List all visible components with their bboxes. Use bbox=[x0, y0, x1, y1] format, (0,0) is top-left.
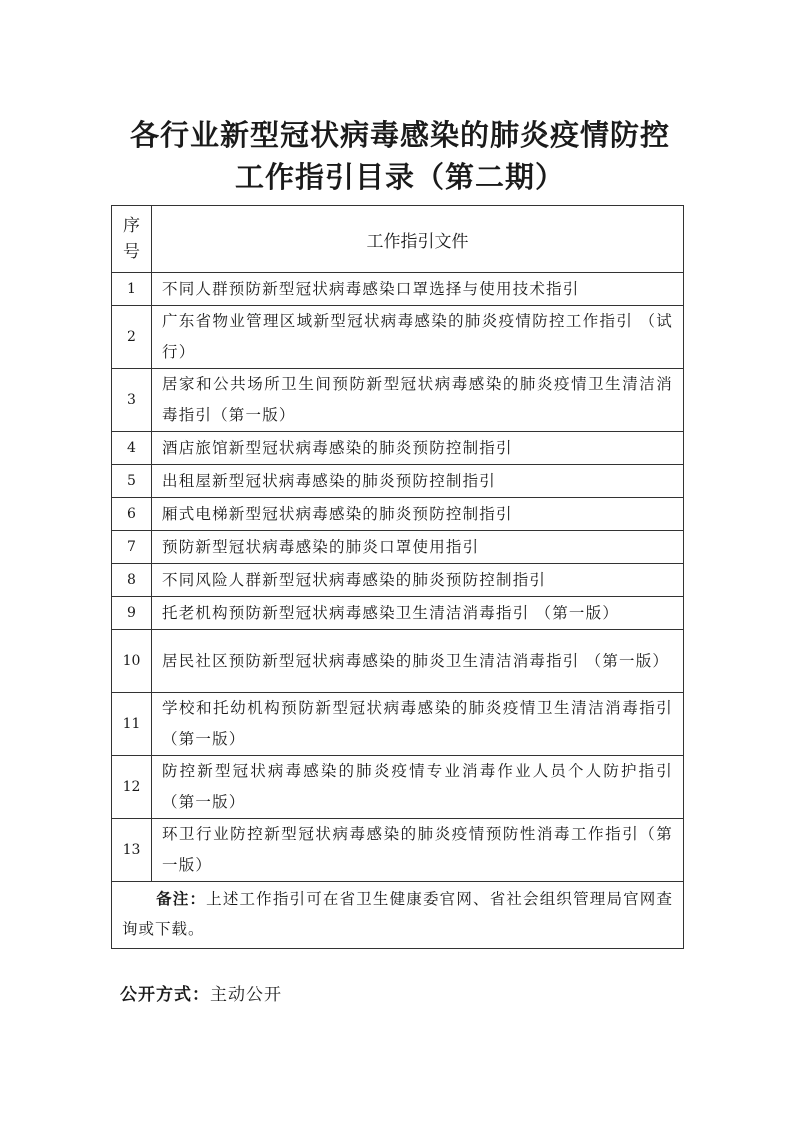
table-row bbox=[112, 531, 684, 564]
row-number: 1 bbox=[112, 273, 152, 306]
header-document: 工作指引文件 bbox=[152, 206, 684, 273]
table-row bbox=[112, 369, 684, 432]
row-number: 3 bbox=[112, 369, 152, 432]
table-row bbox=[112, 273, 684, 306]
row-document: 不同风险人群新型冠状病毒感染的肺炎预防控制指引 bbox=[152, 564, 684, 597]
disclosure-value: 主动公开 bbox=[210, 985, 282, 1005]
row-number: 7 bbox=[112, 531, 152, 564]
table-note bbox=[112, 882, 684, 949]
row-document: 出租屋新型冠状病毒感染的肺炎预防控制指引 bbox=[152, 465, 684, 498]
header-number-line2: 号 bbox=[123, 242, 140, 262]
table-row bbox=[112, 564, 684, 597]
table-note-row bbox=[112, 882, 684, 949]
document-title-line1: 各行业新型冠状病毒感染的肺炎疫情防控 bbox=[129, 118, 670, 152]
disclosure-label: 公开方式： bbox=[120, 985, 210, 1005]
table-row bbox=[112, 465, 684, 498]
header-number bbox=[112, 206, 152, 273]
table-row bbox=[112, 432, 684, 465]
row-number: 8 bbox=[112, 564, 152, 597]
row-document: 酒店旅馆新型冠状病毒感染的肺炎预防控制指引 bbox=[152, 432, 684, 465]
table-row bbox=[112, 756, 684, 819]
row-number: 4 bbox=[112, 432, 152, 465]
row-document: 防控新型冠状病毒感染的肺炎疫情专业消毒作业人员个人防护指引（第一版） bbox=[152, 756, 684, 819]
row-document: 不同人群预防新型冠状病毒感染口罩选择与使用技术指引 bbox=[152, 273, 684, 306]
table-row bbox=[112, 630, 684, 693]
document-title-line2: 工作指引目录（第二期） bbox=[234, 160, 565, 194]
row-document: 环卫行业防控新型冠状病毒感染的肺炎疫情预防性消毒工作指引（第一版） bbox=[152, 819, 684, 882]
row-number: 10 bbox=[112, 630, 152, 693]
row-document: 居家和公共场所卫生间预防新型冠状病毒感染的肺炎疫情卫生清洁消毒指引（第一版） bbox=[152, 369, 684, 432]
row-document: 学校和托幼机构预防新型冠状病毒感染的肺炎疫情卫生清洁消毒指引 （第一版） bbox=[152, 693, 684, 756]
row-document: 厢式电梯新型冠状病毒感染的肺炎预防控制指引 bbox=[152, 498, 684, 531]
note-text: 上述工作指引可在省卫生健康委官网、省社会组织管理局官网查询或下载。 bbox=[122, 890, 673, 938]
row-number: 11 bbox=[112, 693, 152, 756]
table-row bbox=[112, 306, 684, 369]
row-number: 13 bbox=[112, 819, 152, 882]
guide-catalog-table bbox=[111, 205, 684, 949]
table-row bbox=[112, 498, 684, 531]
disclosure-method bbox=[120, 980, 282, 1005]
table-row bbox=[112, 819, 684, 882]
row-number: 9 bbox=[112, 597, 152, 630]
row-number: 12 bbox=[112, 756, 152, 819]
note-label: 备注： bbox=[156, 890, 207, 908]
header-number-line1: 序 bbox=[123, 216, 140, 236]
row-number: 5 bbox=[112, 465, 152, 498]
row-document: 托老机构预防新型冠状病毒感染卫生清洁消毒指引 （第一版） bbox=[152, 597, 684, 630]
table-row bbox=[112, 693, 684, 756]
row-document: 居民社区预防新型冠状病毒感染的肺炎卫生清洁消毒指引 （第一版） bbox=[152, 630, 684, 693]
row-number: 2 bbox=[112, 306, 152, 369]
row-document: 预防新型冠状病毒感染的肺炎口罩使用指引 bbox=[152, 531, 684, 564]
table-header-row bbox=[112, 206, 684, 273]
row-number: 6 bbox=[112, 498, 152, 531]
table-row bbox=[112, 597, 684, 630]
row-document: 广东省物业管理区域新型冠状病毒感染的肺炎疫情防控工作指引 （试行） bbox=[152, 306, 684, 369]
